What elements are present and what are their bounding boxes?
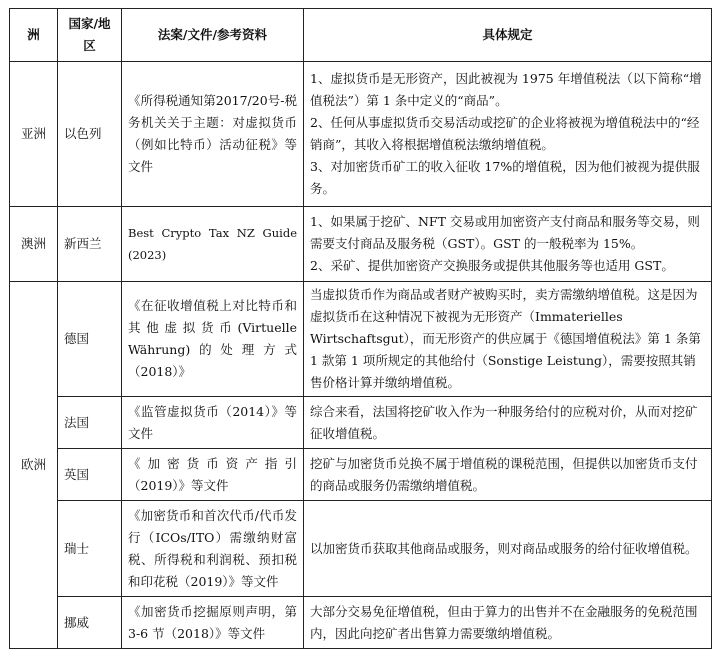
header-country [58,9,122,62]
table-row-israel [10,62,712,207]
rules-cell [304,62,712,207]
table-row-uk [10,449,712,501]
rules-cell: 大部分交易免征增值税，但由于算力的出售并不在金融服务的免税范围内，因此向挖矿者出售算力需要缴纳增值税。 [304,597,712,649]
rules-cell: 综合来看，法国将挖矿收入作为一种服务给付的应税对价，从而对挖矿征收增值税。 [304,397,712,449]
law-cell: 《在征收增值税上对比特币和其他虚拟货币(Virtuelle Währung)的处理方式（2018）》 [122,282,304,397]
continent-cell: 澳洲 [10,207,58,282]
table-row-new-zealand [10,207,712,282]
rules-cell: 以加密货币获取其他商品或服务，则对商品或服务的给付征收增值税。 [304,501,712,597]
header-country-line2: 区 [83,38,96,53]
header-row [10,9,712,62]
rule-item: 3、对加密货币矿工的收入征收 17%的增值税，因为他们被视为提供服务。 [310,159,700,196]
law-cell: 《监管虚拟货币（2014）》等文件 [122,397,304,449]
header-rules: 具体规定 [304,9,712,62]
country-cell: 德国 [58,282,122,397]
country-cell: 以色列 [58,62,122,207]
table-row-france [10,397,712,449]
country-cell: 英国 [58,449,122,501]
header-law: 法案/文件/参考资料 [122,9,304,62]
continent-cell: 欧洲 [10,282,58,649]
rule-item: 1、如果属于挖矿、NFT 交易或用加密资产支付商品和服务等交易，则需要支付商品及服务税（GST）。GST 的一般税率为 15%。 [310,214,700,251]
header-country-line1: 国家/地 [68,16,111,31]
country-cell: 挪威 [58,597,122,649]
rule-item: 1、虚拟货币是无形资产，因此被视为 1975 年增值税法（以下简称“增值税法”）第 1 条中定义的“商品”。 [310,71,702,108]
header-continent: 洲 [10,9,58,62]
table-row-switzerland [10,501,712,597]
law-cell: 《加密货币挖掘原则声明，第 3-6 节（2018）》等文件 [122,597,304,649]
rules-cell: 挖矿与加密货币兑换不属于增值税的课税范围，但提供以加密货币支付的商品或服务仍需缴纳增值税。 [304,449,712,501]
country-cell: 法国 [58,397,122,449]
country-cell: 新西兰 [58,207,122,282]
rule-item: 2、采矿、提供加密资产交换服务或提供其他服务等也适用 GST。 [310,258,674,273]
law-cell: 《加密货币资产指引（2019）》等文件 [122,449,304,501]
law-cell: Best Crypto Tax NZ Guide (2023) [122,207,304,282]
rule-item: 2、任何从事虚拟货币交易活动或挖矿的企业将被视为增值税法中的“经销商”，其收入将根据增值税法缴纳增值税。 [310,115,700,152]
table-row-germany [10,282,712,397]
rules-cell [304,207,712,282]
tax-rules-table [9,8,712,649]
table-row-norway [10,597,712,649]
continent-cell: 亚洲 [10,62,58,207]
country-cell: 瑞士 [58,501,122,597]
rules-cell: 当虚拟货币作为商品或者财产被购买时，卖方需缴纳增值税。这是因为虚拟货币在这种情况下被视为无形资产（Immaterielles Wirtschaftsgut），而无形资产的供应属于《德国增值税法》第 1 条第 1 款第 1 项所规定的其他给付（Sonstige Leistung），需要按照其销售价格计算并缴纳增值税。 [304,282,712,397]
law-cell: 《加密货币和首次代币/代币发行（ICOs/ITO）需缴纳财富税、所得税和利润税、预扣税和印花税（2019）》等文件 [122,501,304,597]
law-cell: 《所得税通知第2017/20号-税务机关关于主题：对虚拟货币（例如比特币）活动征税》等文件 [122,62,304,207]
